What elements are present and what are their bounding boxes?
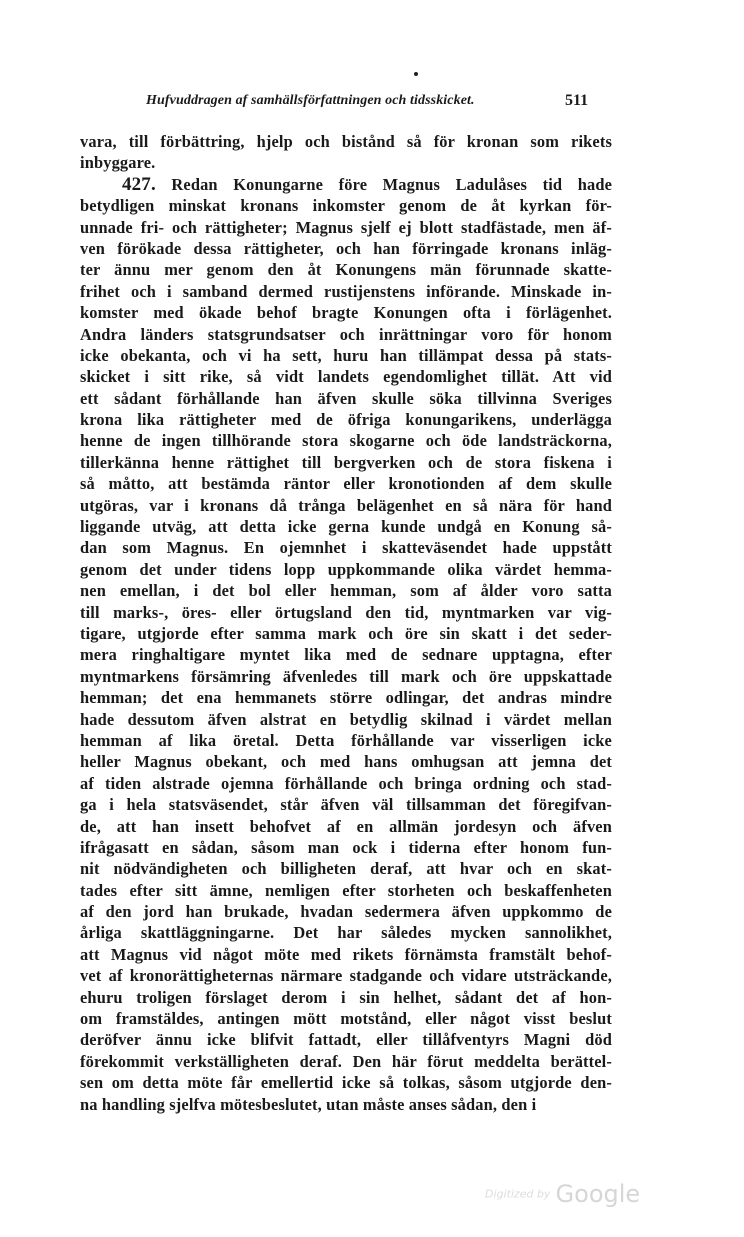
text-line: heller Magnus obekant, och med hans omhugsan att jemna det xyxy=(80,752,612,772)
text-line: hemman; det ena hemmanets större odlingar, det andras mindre xyxy=(80,688,612,708)
text-line: att Magnus vid något möte med rikets förnämsta framstält behof- xyxy=(80,944,612,964)
text-line: sen om detta möte får emellertid icke så tolkas, såsom utgjorde den- xyxy=(80,1073,612,1093)
text-line: förekommit verkställigheten deraf. Den här förut meddelta berättel- xyxy=(80,1051,612,1071)
text-line: de, att han insett behofvet af en allmän jordesyn och äfven xyxy=(80,816,612,836)
watermark-prefix: Digitized by xyxy=(485,1187,551,1201)
text-line: unnade fri- och rättigheter; Magnus sjelf ej blott stadfästade, men äf- xyxy=(80,217,612,237)
text-line: vet af kronorättigheternas närmare stadgande och vidare utsträckande, xyxy=(80,966,612,986)
text-line: genom det under tidens lopp uppkommande olika värdet hemma- xyxy=(80,559,612,579)
text-line: skicket i sitt rike, så vidt landets egendomlighet tillät. Att vid xyxy=(80,367,612,387)
text-line: myntmarkens försämring äfvenledes till mark och öre uppskattade xyxy=(80,666,612,686)
text-line: Andra länders statsgrundsatser och inrättningar voro för honom xyxy=(80,324,612,344)
running-title: Hufvuddragen af samhällsförfattningen och tidsskicket. xyxy=(146,93,475,108)
text-line: ga i hela statsväsendet, står äfven väl tillsamman det föregifvan- xyxy=(80,795,612,815)
text-line: nit nödvändigheten och billigheten deraf, att hvar och en skat- xyxy=(80,859,612,879)
text-line: vara, till förbättring, hjelp och bistånd så för kronan som rikets xyxy=(80,132,612,151)
text-line: nen emellan, i det bol eller hemman, som af ålder voro satta xyxy=(80,581,612,601)
text-line: henne de ingen tillhörande stora skogarne och öde landsträckorna, xyxy=(80,431,612,451)
text-line: af den jord han brukade, hvadan sedermera äfven uppkommo de xyxy=(80,902,612,922)
text-line: tades efter sitt ämne, nemligen efter storheten och beskaffenheten xyxy=(80,880,612,900)
text-line: af tiden alstrade ojemna förhållande och bringa ordning och stad- xyxy=(80,773,612,793)
text-line: ter ännu mer genom den åt Konungens män förunnade skatte- xyxy=(80,260,612,280)
text-line: om framstäldes, antingen mött motstånd, eller något visst beslut xyxy=(80,1009,612,1029)
text-line: liggande utväg, att detta icke gerna kunde undgå en Konung så- xyxy=(80,517,612,537)
text-line: årliga skattläggningarne. Det har således mycken sannolikhet, xyxy=(80,923,612,943)
text-line: tillerkänna henne rättighet till bergverken och de stora fiskena i xyxy=(80,452,612,472)
text-line: dan som Magnus. En ojemnhet i skatteväsendet hade uppstått xyxy=(80,538,612,558)
text-line-content: Redan Konungarne före Magnus Ladulåses tid hade xyxy=(171,174,612,194)
ink-dot xyxy=(414,72,418,76)
text-line: utgöras, var i kronans då trånga belägenhet en så nära för hand xyxy=(80,495,612,515)
text-line: icke obekanta, och vi ha sett, huru han tillämpat dessa på stats- xyxy=(80,345,612,365)
text-line: tigare, utgjorde efter samma mark och öre sin skatt i det seder- xyxy=(80,623,612,643)
text-line: så måtto, att bestämda räntor eller kronotionden af dem skulle xyxy=(80,474,612,494)
text-line: deröfver ännu icke blifvit fattadt, eller tillåfventyrs Magni död xyxy=(80,1030,612,1050)
text-line xyxy=(80,174,612,195)
text-line: hemman af lika öretal. Detta förhållande var visserligen icke xyxy=(80,730,612,750)
text-line: ven förökade dessa rättigheter, och han förringade kronans inläg- xyxy=(80,238,612,258)
section-number: 427. xyxy=(122,173,156,195)
text-line: ehuru troligen förslaget derom i sin helhet, sådant det af hon- xyxy=(80,987,612,1007)
text-line: mera ringhaltigare myntet lika med de sednare upptagna, efter xyxy=(80,645,612,665)
text-line: ett sådant förhållande han äfven skulle söka tillvinna Sveriges xyxy=(80,388,612,408)
page-header xyxy=(0,93,744,115)
text-line: komster med ökade behof bragte Konungen ofta i förlägenhet. xyxy=(80,303,612,323)
text-line: ifrågasatt en sådan, såsom man ock i tiderna efter honom fun- xyxy=(80,837,612,857)
text-line: na handling sjelfva mötesbeslutet, utan måste anses sådan, den i xyxy=(80,1094,537,1114)
text-line: till marks-, öres- eller örtugsland den tid, myntmarken var vig- xyxy=(80,602,612,622)
digitized-watermark xyxy=(485,1180,640,1208)
text-line: inbyggare. xyxy=(80,153,156,173)
text-line: hade dessutom äfven alstrat en betydlig skilnad i värdet mellan xyxy=(80,709,612,729)
page-number: 511 xyxy=(565,92,589,109)
body-text xyxy=(80,131,612,1115)
text-line: frihet och i samband dermed rustijenstens införande. Minskade in- xyxy=(80,281,612,301)
text-line: krona lika rättigheter med de öfriga konungarikens, underlägga xyxy=(80,410,612,430)
google-logo: Google xyxy=(555,1180,641,1208)
text-line: betydligen minskat kronans inkomster genom de åt kyrkan för- xyxy=(80,196,612,216)
